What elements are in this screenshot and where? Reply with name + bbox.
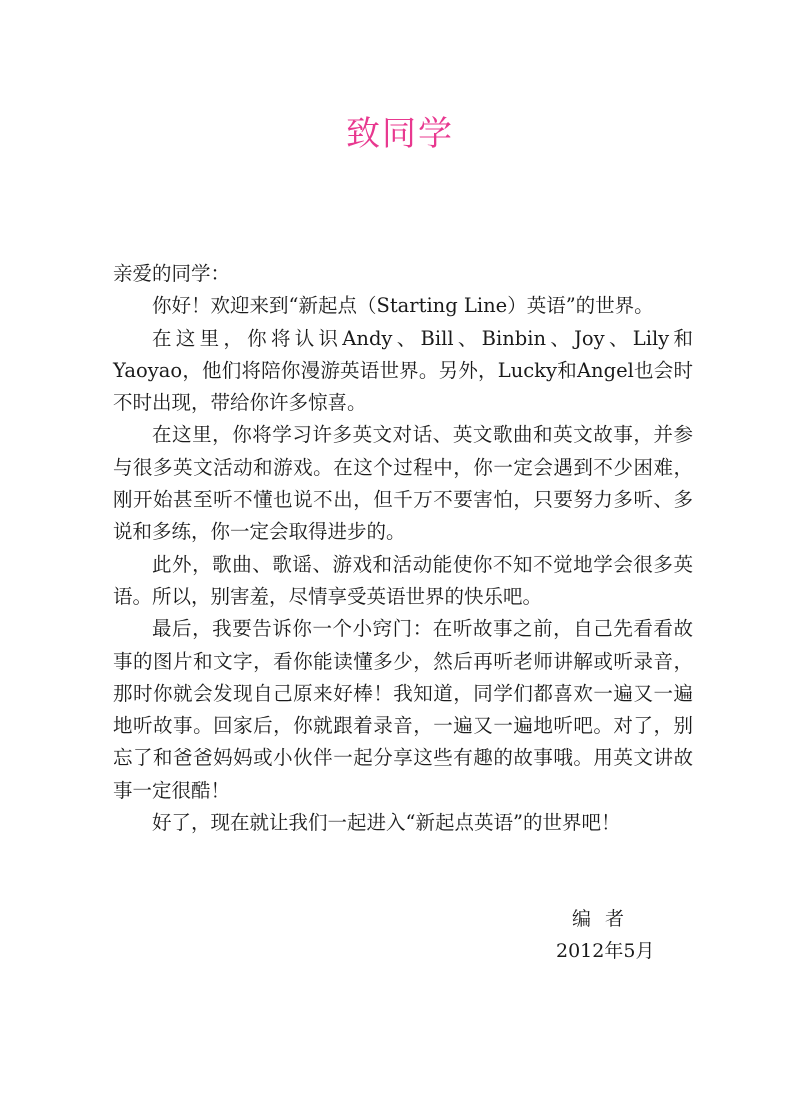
paragraph-closing: 好了，现在就让我们一起进入“新起点英语”的世界吧！ (152, 811, 621, 835)
letter-body (113, 258, 693, 839)
signature-block (540, 903, 670, 967)
signature-author: 编者 (572, 908, 639, 930)
paragraph-songs-games: 此外，歌曲、歌谣、游戏和活动能使你不知不觉地学会很多英语。所以，别害羞，尽情享受英语世界的快乐吧。 (113, 552, 693, 608)
paragraph-tips: 最后，我要告诉你一个小窍门：在听故事之前，自己先看看故事的图片和文字，看你能读懂多少，然后再听老师讲解或听录音，那时你就会发现自己原来好棒！我知道，同学们都喜欢一遍又一遍地听故事。回家后，你就跟着录音，一遍又一遍地听吧。对了，别忘了和爸爸妈妈或小伙伴一起分享这些有趣的故事哦。用英文讲故事一定很酷！ (113, 617, 693, 802)
paragraph-learning: 在这里，你将学习许多英文对话、英文歌曲和英文故事，并参与很多英文活动和游戏。在这个过程中，你一定会遇到不少困难，刚开始甚至听不懂也说不出，但千万不要害怕，只要努力多听、多说和多练，你一定会取得进步的。 (113, 423, 693, 544)
signature-date: 2012年5月 (556, 940, 655, 962)
paragraph-characters: 在这里，你将认识Andy、Bill、Binbin、Joy、Lily和Yaoyao，他们将陪你漫游英语世界。另外，Lucky和Angel也会时不时出现，带给你许多惊喜。 (113, 326, 693, 415)
paragraph-welcome: 你好！欢迎来到“新起点（Starting Line）英语”的世界。 (152, 294, 654, 318)
page-title: 致同学 (346, 114, 454, 154)
greeting: 亲爱的同学： (113, 262, 231, 285)
